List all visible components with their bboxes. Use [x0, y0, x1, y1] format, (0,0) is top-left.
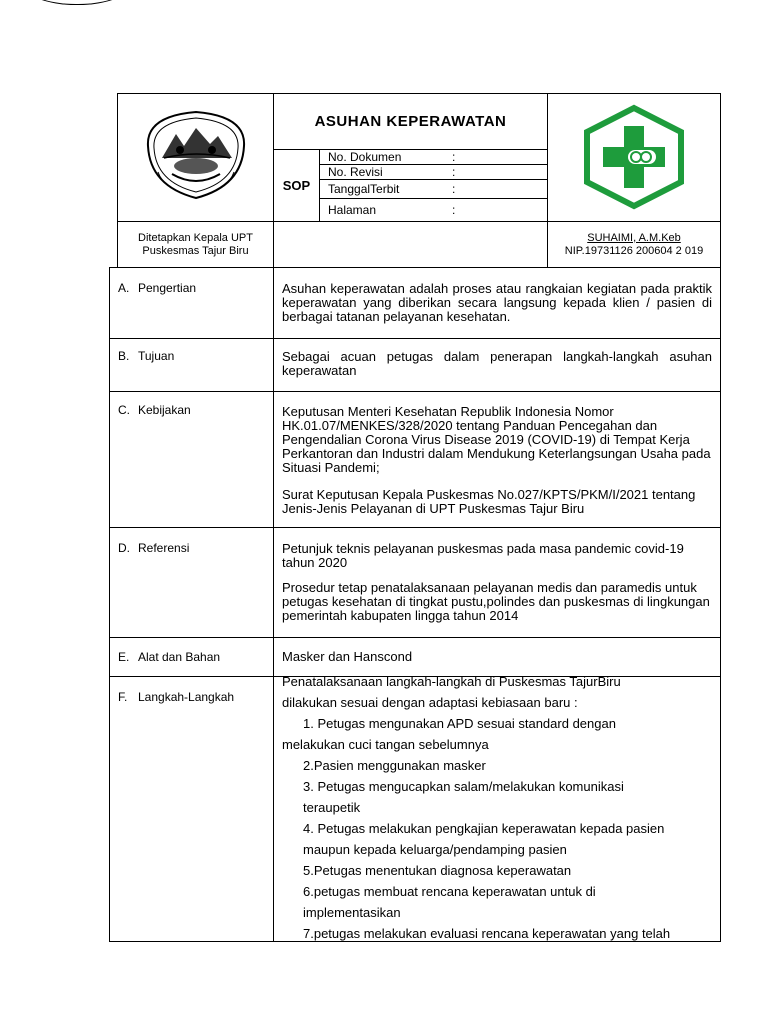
- section-label: Referensi: [138, 541, 190, 555]
- section-row-kebijakan: [109, 391, 721, 528]
- regency-logo-cell: [117, 93, 274, 222]
- doc-field-value: :: [452, 182, 456, 196]
- doc-field-value: :: [452, 203, 456, 217]
- doc-field-label: No. Dokumen: [328, 150, 402, 164]
- doc-field-row: [319, 198, 548, 222]
- step-line: Penatalaksanaan langkah-langkah di Puskesmas TajurBiru: [282, 676, 621, 689]
- signer-name: SUHAIMI, A.M.Keb: [587, 231, 681, 244]
- doc-field-label: TanggalTerbit: [328, 182, 400, 196]
- section-label: Kebijakan: [138, 403, 191, 417]
- step-line: 2.Pasien menggunakan masker: [303, 758, 486, 773]
- doc-field-label: No. Revisi: [328, 165, 383, 179]
- step-line: 3. Petugas mengucapkan salam/melakukan komunikasi: [303, 779, 624, 794]
- sop-label: SOP: [273, 149, 320, 222]
- section-paragraph: Keputusan Menteri Kesehatan Republik Indonesia Nomor HK.01.07/MENKES/328/2020 tentang Panduan Pencegahan dan Pengendalian Corona Virus Disease 2019 (COVID-19) di Tempat Kerja Perkantoran dan Industri dalam Mendukung Keterlangsungan Usaha pada Situasi Pandemi;: [282, 404, 711, 475]
- section-letter: E.: [118, 650, 130, 664]
- issued-by: [117, 221, 274, 268]
- section-letter: D.: [118, 541, 130, 555]
- section-label-cell: [109, 676, 274, 942]
- section-content-cell: [273, 267, 721, 339]
- section-text: Sebagai acuan petugas dalam penerapan langkah-langkah asuhan keperawatan: [282, 349, 712, 378]
- step-line: implementasikan: [303, 905, 401, 920]
- top-decorative-arc: [22, 0, 132, 5]
- issued-by-line2: Puskesmas Tajur Biru: [142, 244, 249, 257]
- step-line: dilakukan sesuai dengan adaptasi kebiasaan baru :: [282, 695, 578, 710]
- signer-block: [547, 221, 721, 268]
- step-line: melakukan cuci tangan sebelumnya: [282, 737, 489, 752]
- sop-header: [117, 93, 721, 268]
- section-label: Pengertian: [138, 281, 197, 295]
- section-row-alat: [109, 637, 721, 677]
- step-line: maupun kepada keluarga/pendamping pasien: [303, 842, 567, 857]
- section-letter: A.: [118, 281, 130, 295]
- signer-nip: NIP.19731126 200604 2 019: [564, 244, 704, 257]
- doc-field-row: [319, 179, 548, 199]
- section-label-cell: [109, 527, 274, 638]
- section-row-referensi: [109, 527, 721, 638]
- issued-by-line1: Ditetapkan Kepala UPT: [138, 231, 253, 244]
- doc-field-label: Halaman: [328, 203, 377, 217]
- step-line: 1. Petugas mengunakan APD sesuai standard dengan: [303, 716, 616, 731]
- section-label-cell: [109, 391, 274, 528]
- section-label: Langkah-Langkah: [138, 690, 235, 704]
- section-label: Tujuan: [138, 349, 175, 363]
- regency-emblem-icon: [118, 94, 275, 223]
- section-letter: C.: [118, 403, 130, 417]
- step-line: 7.petugas melakukan evaluasi rencana keperawatan yang telah: [303, 926, 671, 941]
- section-label-cell: [109, 338, 274, 392]
- document-title: ASUHAN KEPERAWATAN: [273, 93, 548, 150]
- section-content-cell: [273, 637, 721, 677]
- section-label-cell: [109, 637, 274, 677]
- section-letter: B.: [118, 349, 130, 363]
- section-row-tujuan: [109, 338, 721, 392]
- section-text: Masker dan Hanscond: [282, 649, 413, 664]
- section-label: Alat dan Bahan: [138, 650, 221, 664]
- section-label-cell: [109, 267, 274, 339]
- section-content-cell: [273, 391, 721, 528]
- document-info-table: [319, 149, 548, 222]
- section-paragraph: Prosedur tetap penatalaksanaan pelayanan medis dan paramedis untuk petugas kesehatan di tingkat pustu,polindes dan puskesmas di lingkungan pemerintah kabupaten lingga tahun 2014: [282, 580, 710, 623]
- steps-list: [273, 676, 721, 942]
- doc-field-row: [319, 164, 548, 180]
- doc-field-value: :: [452, 150, 456, 164]
- section-paragraph: Surat Keputusan Kepala Puskesmas No.027/KPTS/PKM/I/2021 tentang Jenis-Jenis Pelayanan di UPT Puskesmas Tajur Biru: [282, 487, 696, 516]
- step-line: 6.petugas membuat rencana keperawatan untuk di: [303, 884, 596, 899]
- puskesmas-cross-icon: [548, 94, 722, 223]
- section-text: Asuhan keperawatan adalah proses atau rangkaian kegiatan pada praktik keperawatan yang diberikan secara langsung kepada klien / pasien di berbagai tatanan pelayanan kesehatan.: [282, 281, 712, 324]
- section-letter: F.: [118, 690, 128, 704]
- doc-field-row: [319, 149, 548, 165]
- step-line: teraupetik: [303, 800, 361, 815]
- section-content-cell: [273, 527, 721, 638]
- step-line: 5.Petugas menentukan diagnosa keperawatan: [303, 863, 572, 878]
- puskesmas-logo-cell: [547, 93, 721, 222]
- section-content-cell: [273, 338, 721, 392]
- doc-field-value: :: [452, 165, 456, 179]
- section-row-langkah: [109, 676, 721, 942]
- step-line: 4. Petugas melakukan pengkajian keperawatan kepada pasien: [303, 821, 665, 836]
- signature-space: [273, 221, 548, 268]
- section-paragraph: Petunjuk teknis pelayanan puskesmas pada masa pandemic covid-19 tahun 2020: [282, 541, 684, 570]
- section-row-pengertian: [109, 267, 721, 339]
